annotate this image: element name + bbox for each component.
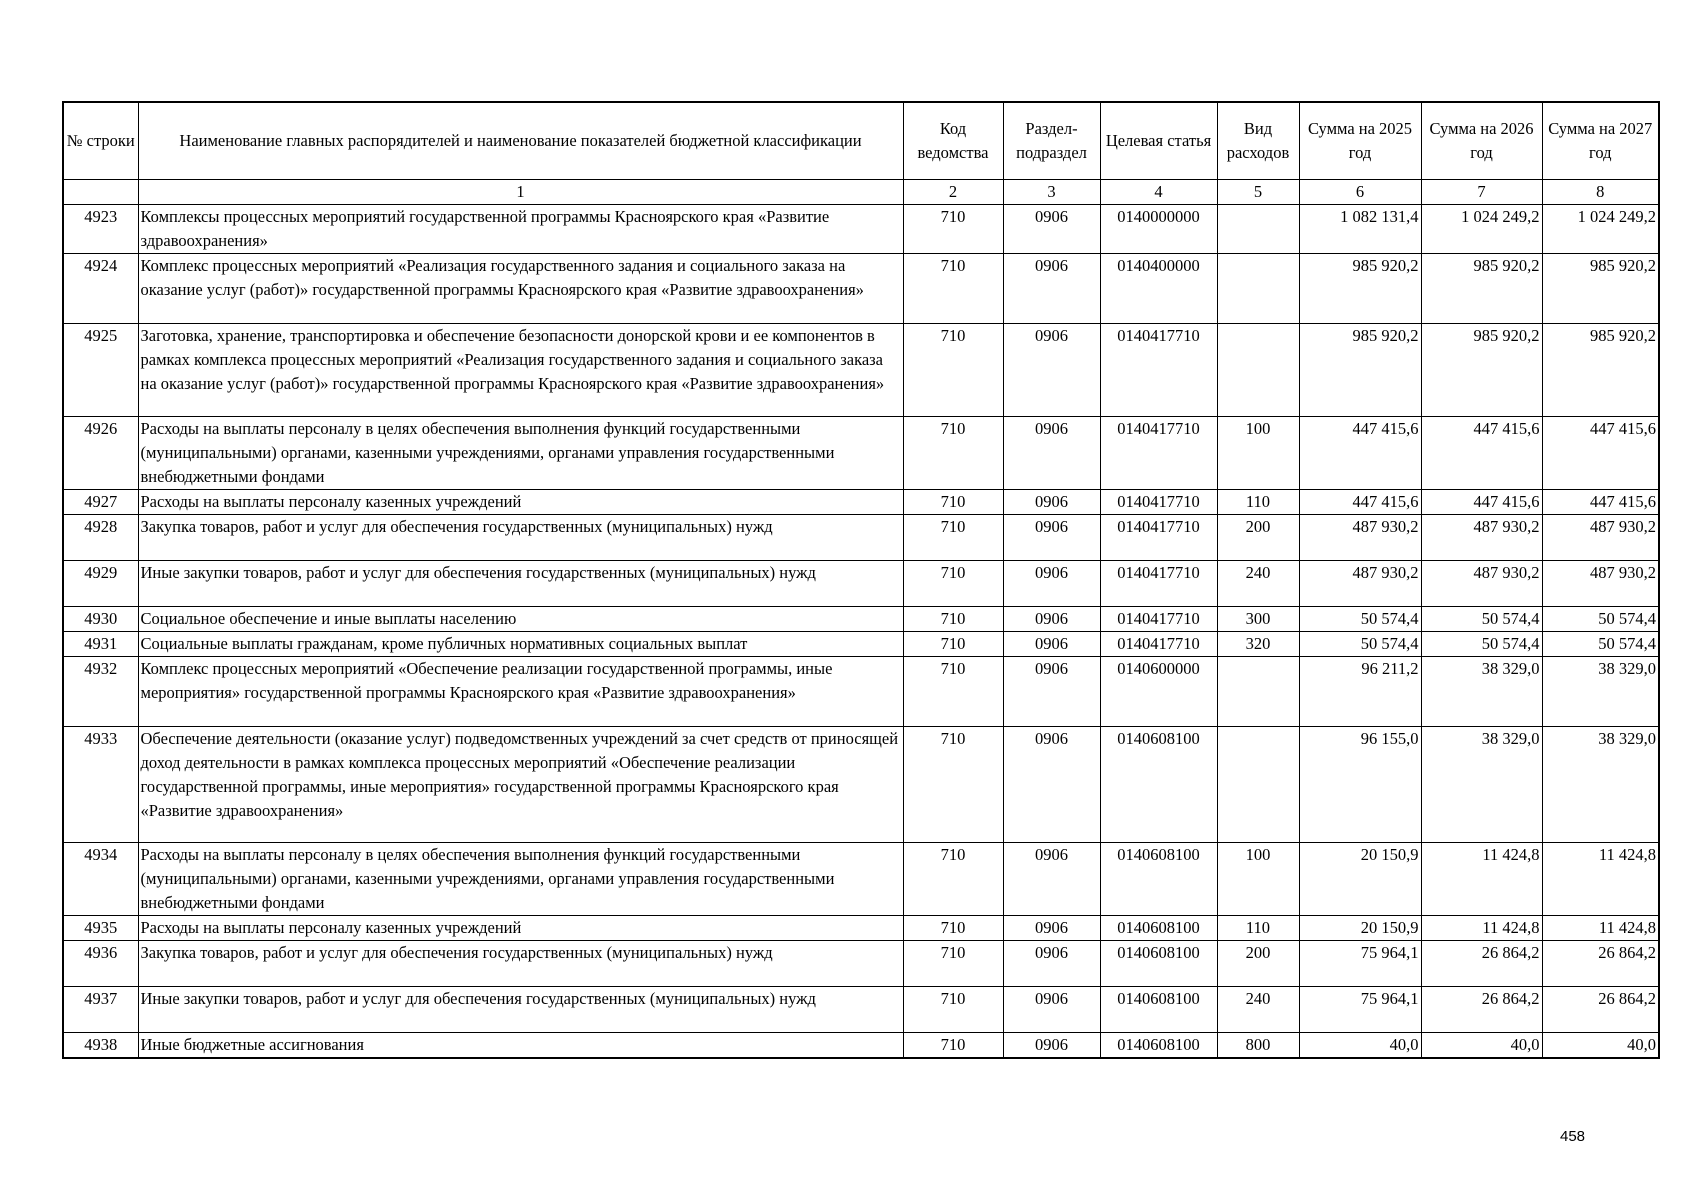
row-sum-2025: 75 964,1: [1299, 987, 1421, 1033]
row-dept-code: 710: [903, 916, 1003, 941]
row-expense-kind: [1217, 324, 1299, 417]
row-name: Расходы на выплаты персоналу казенных учреждений: [138, 916, 903, 941]
row-sum-2025: 75 964,1: [1299, 941, 1421, 987]
row-target-article: 0140608100: [1100, 916, 1217, 941]
header-section: Раздел-подраздел: [1003, 102, 1100, 180]
row-expense-kind: [1217, 657, 1299, 727]
row-dept-code: 710: [903, 1033, 1003, 1059]
row-name: Расходы на выплаты персоналу казенных учреждений: [138, 490, 903, 515]
row-sum-2025: 96 155,0: [1299, 727, 1421, 843]
row-dept-code: 710: [903, 490, 1003, 515]
row-section: 0906: [1003, 657, 1100, 727]
row-dept-code: 710: [903, 607, 1003, 632]
column-number: 2: [903, 180, 1003, 205]
row-target-article: 0140417710: [1100, 561, 1217, 607]
row-expense-kind: 320: [1217, 632, 1299, 657]
column-number: 4: [1100, 180, 1217, 205]
row-sum-2025: 1 082 131,4: [1299, 205, 1421, 254]
row-dept-code: 710: [903, 657, 1003, 727]
row-number: 4925: [63, 324, 138, 417]
row-number: 4936: [63, 941, 138, 987]
row-sum-2025: 50 574,4: [1299, 632, 1421, 657]
column-number: 6: [1299, 180, 1421, 205]
row-sum-2026: 487 930,2: [1421, 515, 1542, 561]
row-number: 4926: [63, 417, 138, 490]
row-dept-code: 710: [903, 727, 1003, 843]
row-sum-2026: 11 424,8: [1421, 916, 1542, 941]
row-sum-2026: 985 920,2: [1421, 324, 1542, 417]
row-sum-2027: 38 329,0: [1542, 657, 1659, 727]
row-number: 4932: [63, 657, 138, 727]
table-row: [63, 987, 1659, 1033]
row-section: 0906: [1003, 1033, 1100, 1059]
row-section: 0906: [1003, 417, 1100, 490]
row-expense-kind: 200: [1217, 515, 1299, 561]
table-row: [63, 254, 1659, 324]
row-sum-2027: 26 864,2: [1542, 941, 1659, 987]
row-dept-code: 710: [903, 515, 1003, 561]
row-number: 4933: [63, 727, 138, 843]
row-name: Закупка товаров, работ и услуг для обеспечения государственных (муниципальных) нужд: [138, 941, 903, 987]
row-sum-2026: 447 415,6: [1421, 417, 1542, 490]
row-sum-2026: 447 415,6: [1421, 490, 1542, 515]
column-numbers-row: [63, 180, 1659, 205]
table-row: [63, 324, 1659, 417]
row-number: 4937: [63, 987, 138, 1033]
row-dept-code: 710: [903, 324, 1003, 417]
row-dept-code: 710: [903, 843, 1003, 916]
table-row: [63, 916, 1659, 941]
row-name: Иные закупки товаров, работ и услуг для обеспечения государственных (муниципальных) нужд: [138, 561, 903, 607]
row-name: Расходы на выплаты персоналу в целях обеспечения выполнения функций государственными (муниципальными) органами, казенными учреждениями, органами управления государственными внебюджетными фондами: [138, 417, 903, 490]
row-name: Комплекс процессных мероприятий «Обеспечение реализации государственной программы, иные мероприятия» государственной программы Красноярского края «Развитие здравоохранения»: [138, 657, 903, 727]
row-sum-2026: 40,0: [1421, 1033, 1542, 1059]
row-target-article: 0140608100: [1100, 843, 1217, 916]
column-number: 1: [138, 180, 903, 205]
header-sum-2026: Сумма на 2026 год: [1421, 102, 1542, 180]
table-row: [63, 515, 1659, 561]
row-name: Социальные выплаты гражданам, кроме публичных нормативных социальных выплат: [138, 632, 903, 657]
row-section: 0906: [1003, 916, 1100, 941]
table-row: [63, 490, 1659, 515]
row-sum-2026: 985 920,2: [1421, 254, 1542, 324]
row-section: 0906: [1003, 205, 1100, 254]
row-section: 0906: [1003, 941, 1100, 987]
row-dept-code: 710: [903, 205, 1003, 254]
row-dept-code: 710: [903, 632, 1003, 657]
row-target-article: 0140417710: [1100, 417, 1217, 490]
row-section: 0906: [1003, 987, 1100, 1033]
row-dept-code: 710: [903, 254, 1003, 324]
row-number: 4924: [63, 254, 138, 324]
row-dept-code: 710: [903, 941, 1003, 987]
row-expense-kind: 110: [1217, 916, 1299, 941]
row-sum-2027: 985 920,2: [1542, 324, 1659, 417]
row-sum-2027: 11 424,8: [1542, 843, 1659, 916]
row-sum-2027: 40,0: [1542, 1033, 1659, 1059]
row-sum-2025: 985 920,2: [1299, 324, 1421, 417]
row-section: 0906: [1003, 254, 1100, 324]
row-target-article: 0140417710: [1100, 490, 1217, 515]
header-sum-2027: Сумма на 2027 год: [1542, 102, 1659, 180]
row-number: 4935: [63, 916, 138, 941]
column-number: 5: [1217, 180, 1299, 205]
header-expense-kind: Вид расходов: [1217, 102, 1299, 180]
row-target-article: 0140600000: [1100, 657, 1217, 727]
row-target-article: 0140608100: [1100, 987, 1217, 1033]
row-section: 0906: [1003, 324, 1100, 417]
table-row: [63, 632, 1659, 657]
table-row: [63, 205, 1659, 254]
header-dept-code: Код ведомства: [903, 102, 1003, 180]
row-target-article: 0140608100: [1100, 1033, 1217, 1059]
table-row: [63, 561, 1659, 607]
row-sum-2027: 38 329,0: [1542, 727, 1659, 843]
header-row-number: № строки: [63, 102, 138, 180]
row-sum-2026: 38 329,0: [1421, 727, 1542, 843]
row-sum-2026: 38 329,0: [1421, 657, 1542, 727]
row-sum-2027: 50 574,4: [1542, 632, 1659, 657]
row-sum-2027: 50 574,4: [1542, 607, 1659, 632]
row-expense-kind: [1217, 205, 1299, 254]
row-sum-2027: 1 024 249,2: [1542, 205, 1659, 254]
table-row: [63, 941, 1659, 987]
table-row: [63, 607, 1659, 632]
row-section: 0906: [1003, 490, 1100, 515]
page-number: 458: [1560, 1128, 1586, 1145]
row-sum-2025: 487 930,2: [1299, 561, 1421, 607]
row-sum-2026: 1 024 249,2: [1421, 205, 1542, 254]
row-sum-2027: 985 920,2: [1542, 254, 1659, 324]
row-name: Иные закупки товаров, работ и услуг для обеспечения государственных (муниципальных) нужд: [138, 987, 903, 1033]
row-expense-kind: 110: [1217, 490, 1299, 515]
row-sum-2025: 487 930,2: [1299, 515, 1421, 561]
row-name: Социальное обеспечение и иные выплаты населению: [138, 607, 903, 632]
row-sum-2025: 50 574,4: [1299, 607, 1421, 632]
table-row: [63, 417, 1659, 490]
table-row: [63, 1033, 1659, 1059]
table-header-row: [63, 102, 1659, 180]
row-expense-kind: 240: [1217, 987, 1299, 1033]
row-dept-code: 710: [903, 561, 1003, 607]
row-target-article: 0140417710: [1100, 515, 1217, 561]
row-sum-2025: 447 415,6: [1299, 490, 1421, 515]
row-section: 0906: [1003, 607, 1100, 632]
row-expense-kind: 240: [1217, 561, 1299, 607]
row-target-article: 0140608100: [1100, 727, 1217, 843]
row-sum-2027: 487 930,2: [1542, 561, 1659, 607]
row-target-article: 0140417710: [1100, 632, 1217, 657]
row-number: 4930: [63, 607, 138, 632]
column-number: 3: [1003, 180, 1100, 205]
row-number: 4938: [63, 1033, 138, 1059]
row-target-article: 0140000000: [1100, 205, 1217, 254]
row-target-article: 0140417710: [1100, 607, 1217, 632]
row-section: 0906: [1003, 561, 1100, 607]
row-name: Обеспечение деятельности (оказание услуг) подведомственных учреждений за счет средств от приносящей доход деятельности в рамках комплекса процессных мероприятий «Обеспечение реализации государственной программы, иные мероприятия» государственной программы Красноярского края «Развитие здравоохранения»: [138, 727, 903, 843]
row-name: Комплексы процессных мероприятий государственной программы Красноярского края «Развитие здравоохранения»: [138, 205, 903, 254]
row-name: Комплекс процессных мероприятий «Реализация государственного задания и социального заказа на оказание услуг (работ)» государственной программы Красноярского края «Развитие здравоохранения»: [138, 254, 903, 324]
row-dept-code: 710: [903, 417, 1003, 490]
row-number: 4927: [63, 490, 138, 515]
table-row: [63, 727, 1659, 843]
row-sum-2026: 26 864,2: [1421, 941, 1542, 987]
row-number: 4934: [63, 843, 138, 916]
row-sum-2025: 20 150,9: [1299, 843, 1421, 916]
row-number: 4929: [63, 561, 138, 607]
header-sum-2025: Сумма на 2025 год: [1299, 102, 1421, 180]
row-target-article: 0140417710: [1100, 324, 1217, 417]
row-name: Заготовка, хранение, транспортировка и обеспечение безопасности донорской крови и ее компонентов в рамках комплекса процессных мероприятий «Реализация государственного задания и социального заказа на оказание услуг (работ)» государственной программы Красноярского края «Развитие здравоохранения»: [138, 324, 903, 417]
header-target-article: Целевая статья: [1100, 102, 1217, 180]
row-expense-kind: 800: [1217, 1033, 1299, 1059]
row-dept-code: 710: [903, 987, 1003, 1033]
table-row: [63, 657, 1659, 727]
row-name: Иные бюджетные ассигнования: [138, 1033, 903, 1059]
row-section: 0906: [1003, 843, 1100, 916]
budget-table: [62, 101, 1660, 1059]
row-expense-kind: 200: [1217, 941, 1299, 987]
row-section: 0906: [1003, 632, 1100, 657]
row-number: 4931: [63, 632, 138, 657]
row-sum-2026: 50 574,4: [1421, 632, 1542, 657]
column-number: 8: [1542, 180, 1659, 205]
row-name: Закупка товаров, работ и услуг для обеспечения государственных (муниципальных) нужд: [138, 515, 903, 561]
row-sum-2025: 40,0: [1299, 1033, 1421, 1059]
row-expense-kind: [1217, 254, 1299, 324]
row-name: Расходы на выплаты персоналу в целях обеспечения выполнения функций государственными (муниципальными) органами, казенными учреждениями, органами управления государственными внебюджетными фондами: [138, 843, 903, 916]
row-sum-2025: 96 211,2: [1299, 657, 1421, 727]
row-sum-2027: 447 415,6: [1542, 417, 1659, 490]
row-sum-2026: 11 424,8: [1421, 843, 1542, 916]
row-expense-kind: 300: [1217, 607, 1299, 632]
row-sum-2025: 985 920,2: [1299, 254, 1421, 324]
row-target-article: 0140400000: [1100, 254, 1217, 324]
row-sum-2026: 487 930,2: [1421, 561, 1542, 607]
row-target-article: 0140608100: [1100, 941, 1217, 987]
row-expense-kind: [1217, 727, 1299, 843]
row-section: 0906: [1003, 515, 1100, 561]
row-sum-2027: 487 930,2: [1542, 515, 1659, 561]
row-sum-2027: 26 864,2: [1542, 987, 1659, 1033]
row-sum-2025: 447 415,6: [1299, 417, 1421, 490]
row-number: 4928: [63, 515, 138, 561]
table-row: [63, 843, 1659, 916]
header-name: Наименование главных распорядителей и наименование показателей бюджетной классификации: [138, 102, 903, 180]
row-sum-2026: 26 864,2: [1421, 987, 1542, 1033]
row-sum-2026: 50 574,4: [1421, 607, 1542, 632]
row-number: 4923: [63, 205, 138, 254]
row-section: 0906: [1003, 727, 1100, 843]
column-number: 7: [1421, 180, 1542, 205]
column-number: [63, 180, 138, 205]
row-sum-2027: 447 415,6: [1542, 490, 1659, 515]
row-expense-kind: 100: [1217, 417, 1299, 490]
row-sum-2027: 11 424,8: [1542, 916, 1659, 941]
row-sum-2025: 20 150,9: [1299, 916, 1421, 941]
row-expense-kind: 100: [1217, 843, 1299, 916]
